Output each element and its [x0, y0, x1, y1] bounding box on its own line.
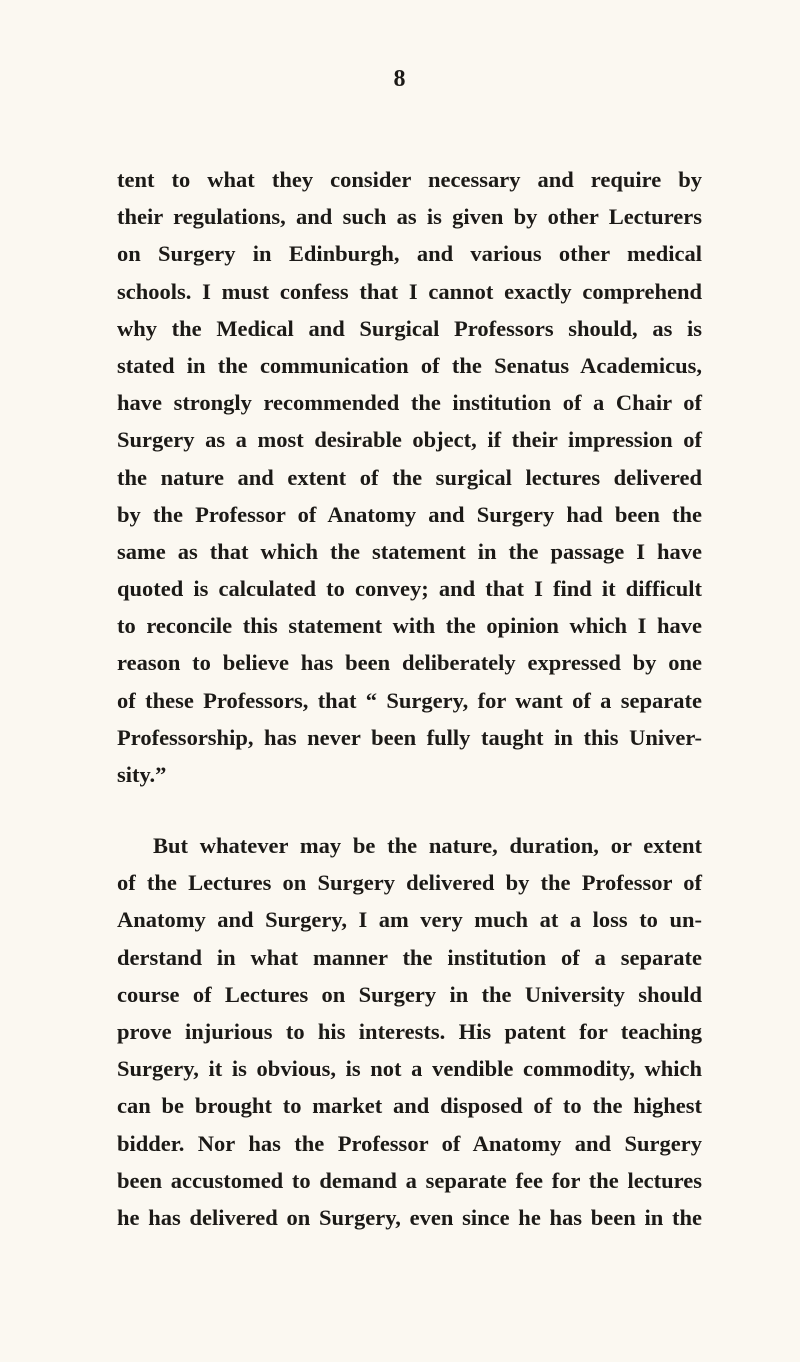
text-line: same as that which the statement in the passage I have — [117, 538, 702, 564]
text-line: the nature and extent of the surgical lectures delivered — [117, 464, 702, 490]
text-line: derstand in what manner the institution of a separate — [117, 944, 702, 970]
text-line: been accustomed to demand a separate fee for the lectures — [117, 1167, 702, 1193]
text-line: their regulations, and such as is given by other Lecturers — [117, 204, 702, 230]
text-line: Anatomy and Surgery, I am very much at a loss to un- — [117, 907, 702, 933]
text-line: of these Professors, that “ Surgery, for want of a separate — [117, 687, 702, 713]
text-line: Surgery as a most desirable object, if their impression of — [117, 427, 702, 453]
text-line: Surgery, it is obvious, is not a vendible commodity, which — [117, 1056, 702, 1082]
text-line: tent to what they consider necessary and require by — [117, 167, 702, 192]
text-line: sity.” — [117, 762, 167, 787]
text-line: he has delivered on Surgery, even since he has been in the — [117, 1204, 702, 1230]
text-line: But whatever may be the nature, duration, or extent — [153, 833, 702, 858]
text-line: reason to believe has been deliberately expressed by one — [117, 650, 702, 676]
text-line: on Surgery in Edinburgh, and various other medical — [117, 241, 702, 267]
paragraph — [117, 161, 702, 793]
text-line: quoted is calculated to convey; and that I find it difficult — [117, 576, 702, 602]
text-line: have strongly recommended the institution of a Chair of — [117, 390, 702, 416]
text-line: by the Professor of Anatomy and Surgery had been the — [117, 501, 702, 527]
text-line: to reconcile this statement with the opinion which I have — [117, 613, 702, 639]
text-line: stated in the communication of the Senatus Academicus, — [117, 352, 702, 378]
text-line: Professorship, has never been fully taught in this Univer- — [117, 724, 702, 750]
text-line: prove injurious to his interests. His patent for teaching — [117, 1018, 702, 1044]
text-line: schools. I must confess that I cannot exactly comprehend — [117, 278, 702, 304]
text-line: can be brought to market and disposed of to the highest — [117, 1093, 702, 1119]
text-line: of the Lectures on Surgery delivered by the Professor of — [117, 870, 702, 896]
paragraph — [117, 827, 702, 1236]
text-line: why the Medical and Surgical Professors should, as is — [117, 315, 702, 341]
text-line: bidder. Nor has the Professor of Anatomy and Surgery — [117, 1130, 702, 1156]
page-number: 8 — [393, 66, 407, 92]
text-line: course of Lectures on Surgery in the University should — [117, 981, 702, 1007]
